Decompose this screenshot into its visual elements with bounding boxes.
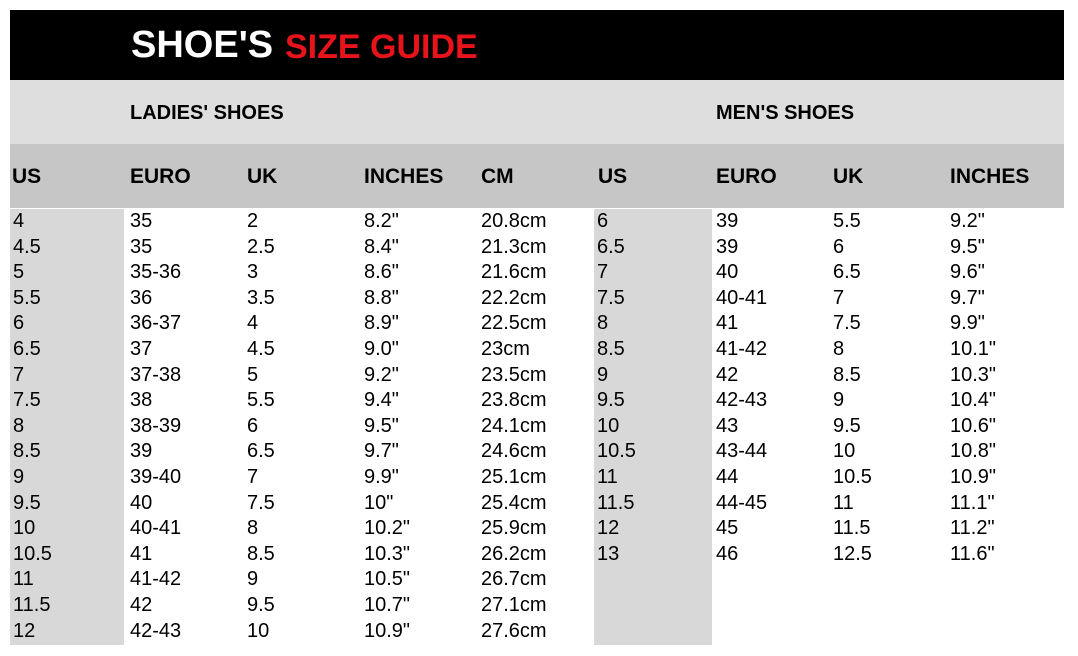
table-cell: 11.5 xyxy=(597,491,635,514)
ladies-section-label: LADIES' SHOES xyxy=(130,102,284,124)
table-cell: 37-38 xyxy=(130,363,182,386)
table-cell: 8.5 xyxy=(13,440,41,463)
table-cell: 10.5 xyxy=(13,542,52,565)
table-cell: 4.5 xyxy=(13,235,41,258)
table-cell: 44-45 xyxy=(716,491,768,514)
table-cell: 37 xyxy=(130,337,153,360)
table-cell: 22.2cm xyxy=(481,286,547,309)
table-cell: 7.5 xyxy=(247,491,275,514)
table-cell: 36-37 xyxy=(130,312,182,335)
table-cell: 36 xyxy=(130,286,153,309)
table-cell: 22.5cm xyxy=(481,312,547,335)
table-cell: 5.5 xyxy=(833,210,861,232)
table-cell: 35-36 xyxy=(130,261,182,284)
table-cell: 26.2cm xyxy=(481,542,547,565)
table-cell: 46 xyxy=(716,542,739,565)
table-cell: 7.5 xyxy=(597,286,625,309)
ladies-cm-header: CM xyxy=(481,165,514,188)
table-cell: 10.5 xyxy=(597,440,636,463)
table-cell: 8.4" xyxy=(364,235,399,258)
table-cell: 9.4" xyxy=(364,389,399,412)
table-cell: 9.5 xyxy=(833,414,861,437)
men-uk-column xyxy=(830,209,944,567)
table-cell: 10 xyxy=(597,414,620,437)
table-cell: 41-42 xyxy=(716,337,768,360)
table-cell: 39 xyxy=(130,440,153,463)
table-cell: 35 xyxy=(130,210,153,232)
table-cell: 2.5 xyxy=(247,235,275,258)
table-cell: 10 xyxy=(247,619,270,642)
table-cell: 41 xyxy=(130,542,153,565)
table-cell: 10.3" xyxy=(364,542,411,565)
table-cell: 45 xyxy=(716,517,739,540)
table-cell: 8.6" xyxy=(364,261,399,284)
ladies-cm-column xyxy=(478,209,592,644)
ladies-us-column xyxy=(10,209,124,645)
ladies-us-header: US xyxy=(12,165,42,188)
title-accent: SIZE GUIDE xyxy=(285,28,478,66)
table-cell: 4.5 xyxy=(247,337,275,360)
title-bar xyxy=(10,10,1064,80)
table-cell: 8 xyxy=(597,312,609,335)
table-cell: 8.9" xyxy=(364,312,399,335)
table-cell: 6.5 xyxy=(13,337,41,360)
table-cell: 5 xyxy=(247,363,259,386)
table-cell: 6.5 xyxy=(247,440,275,463)
ladies-inches-column xyxy=(361,209,475,644)
table-cell: 5.5 xyxy=(247,389,275,412)
table-cell: 9 xyxy=(833,389,845,412)
ladies-inches-header: INCHES xyxy=(364,165,444,188)
ladies-euro-header: EURO xyxy=(130,165,191,188)
men-section-label: MEN'S SHOES xyxy=(716,102,855,124)
table-cell: 10.6" xyxy=(950,414,997,437)
table-cell: 27.6cm xyxy=(481,619,547,642)
table-cell: 6 xyxy=(13,312,25,335)
table-cell: 10.1" xyxy=(950,337,997,360)
table-cell: 44 xyxy=(716,465,739,488)
table-cell: 21.6cm xyxy=(481,261,547,284)
table-cell: 11 xyxy=(833,491,854,514)
table-cell: 38-39 xyxy=(130,414,182,437)
table-cell: 25.1cm xyxy=(481,465,547,488)
table-cell: 41-42 xyxy=(130,568,182,591)
table-cell: 40-41 xyxy=(130,517,182,540)
table-cell: 10.8" xyxy=(950,440,997,463)
men-us-header: US xyxy=(598,165,628,188)
table-cell: 27.1cm xyxy=(481,593,547,616)
table-cell: 40 xyxy=(716,261,739,284)
table-cell: 3 xyxy=(247,261,259,284)
table-cell: 10.9" xyxy=(950,465,997,488)
table-cell: 7 xyxy=(13,363,25,386)
table-cell: 8.5 xyxy=(597,337,625,360)
table-cell: 10 xyxy=(833,440,856,463)
table-cell: 9.7" xyxy=(950,286,985,309)
table-cell: 9.9" xyxy=(364,465,399,488)
table-cell: 9.5 xyxy=(247,593,275,616)
table-cell: 9 xyxy=(13,465,25,488)
table-cell: 20.8cm xyxy=(481,210,547,232)
table-cell: 6.5 xyxy=(597,235,625,258)
table-cell: 5.5 xyxy=(13,286,41,309)
table-cell: 11.2" xyxy=(950,517,995,540)
table-cell: 9.9" xyxy=(950,312,985,335)
table-cell: 8 xyxy=(13,414,25,437)
table-cell: 9 xyxy=(597,363,609,386)
table-cell: 23.5cm xyxy=(481,363,547,386)
table-cell: 12 xyxy=(13,619,36,642)
table-cell: 5 xyxy=(13,261,25,284)
table-cell: 23.8cm xyxy=(481,389,547,412)
table-cell: 8.5 xyxy=(833,363,861,386)
title-main: SHOE'S xyxy=(131,24,274,66)
table-cell: 7.5 xyxy=(13,389,41,412)
table-cell: 42-43 xyxy=(716,389,768,412)
table-cell: 12 xyxy=(597,517,620,540)
table-cell: 7 xyxy=(833,286,845,309)
table-cell: 8.5 xyxy=(247,542,275,565)
table-cell: 9.5" xyxy=(364,414,399,437)
table-cell: 9 xyxy=(247,568,259,591)
ladies-uk-header: UK xyxy=(247,165,278,188)
table-cell: 9.2" xyxy=(364,363,399,386)
table-cell: 26.7cm xyxy=(481,568,547,591)
table-cell: 9.7" xyxy=(364,440,399,463)
table-cell: 9.6" xyxy=(950,261,985,284)
table-cell: 4 xyxy=(13,210,25,232)
table-cell: 9.0" xyxy=(364,337,399,360)
ladies-euro-column xyxy=(127,209,241,644)
table-cell: 3.5 xyxy=(247,286,275,309)
table-cell: 6 xyxy=(833,235,845,258)
table-cell: 4 xyxy=(247,312,259,335)
table-cell: 10.2" xyxy=(364,517,411,540)
table-cell: 41 xyxy=(716,312,739,335)
table-cell: 7.5 xyxy=(833,312,861,335)
table-cell: 10 xyxy=(13,517,36,540)
table-cell: 10.5" xyxy=(364,568,411,591)
men-inches-header: INCHES xyxy=(950,165,1030,188)
table-cell: 6.5 xyxy=(833,261,861,284)
table-cell: 10" xyxy=(364,491,394,514)
men-us-column xyxy=(594,209,712,645)
table-cell: 6 xyxy=(247,414,259,437)
table-cell: 8 xyxy=(833,337,845,360)
table-cell: 2 xyxy=(247,210,259,232)
table-cell: 24.6cm xyxy=(481,440,547,463)
table-cell: 10.4" xyxy=(950,389,997,412)
table-cell: 11.1" xyxy=(950,491,995,514)
table-cell: 8.2" xyxy=(364,210,399,232)
table-cell: 38 xyxy=(130,389,153,412)
table-cell: 25.4cm xyxy=(481,491,547,514)
table-cell: 35 xyxy=(130,235,153,258)
table-cell: 9.5 xyxy=(13,491,41,514)
table-cell: 6 xyxy=(597,210,609,232)
table-cell: 7 xyxy=(597,261,609,284)
table-cell: 8.8" xyxy=(364,286,399,309)
table-cell: 10.3" xyxy=(950,363,997,386)
men-euro-header: EURO xyxy=(716,165,777,188)
table-cell: 39-40 xyxy=(130,465,182,488)
table-cell: 42 xyxy=(716,363,739,386)
table-cell: 40 xyxy=(130,491,153,514)
table-cell: 23cm xyxy=(481,337,530,360)
table-cell: 13 xyxy=(597,542,620,565)
table-cell: 11.6" xyxy=(950,542,995,565)
table-cell: 40-41 xyxy=(716,286,768,309)
table-cell: 21.3cm xyxy=(481,235,547,258)
table-cell: 43-44 xyxy=(716,440,768,463)
table-cell: 11 xyxy=(597,465,618,488)
table-cell: 11 xyxy=(13,568,34,591)
table-cell: 10.5 xyxy=(833,465,872,488)
men-euro-column xyxy=(713,209,827,567)
table-cell: 11.5 xyxy=(833,517,871,540)
men-inches-column xyxy=(947,209,1061,567)
table-cell: 42 xyxy=(130,593,153,616)
table-cell: 25.9cm xyxy=(481,517,547,540)
table-cell: 9.5 xyxy=(597,389,625,412)
table-cell: 42-43 xyxy=(130,619,182,642)
table-cell: 12.5 xyxy=(833,542,872,565)
table-cell: 39 xyxy=(716,235,739,258)
table-cell: 11.5 xyxy=(13,593,51,616)
table-cell: 9.5" xyxy=(950,235,985,258)
table-cell: 7 xyxy=(247,465,259,488)
table-cell: 24.1cm xyxy=(481,414,547,437)
table-cell: 10.7" xyxy=(364,593,411,616)
table-cell: 39 xyxy=(716,210,739,232)
table-cell: 9.2" xyxy=(950,210,985,232)
ladies-uk-column xyxy=(244,209,358,644)
table-cell: 8 xyxy=(247,517,259,540)
table-cell: 10.9" xyxy=(364,619,411,642)
men-uk-header: UK xyxy=(833,165,864,188)
table-cell: 43 xyxy=(716,414,739,437)
